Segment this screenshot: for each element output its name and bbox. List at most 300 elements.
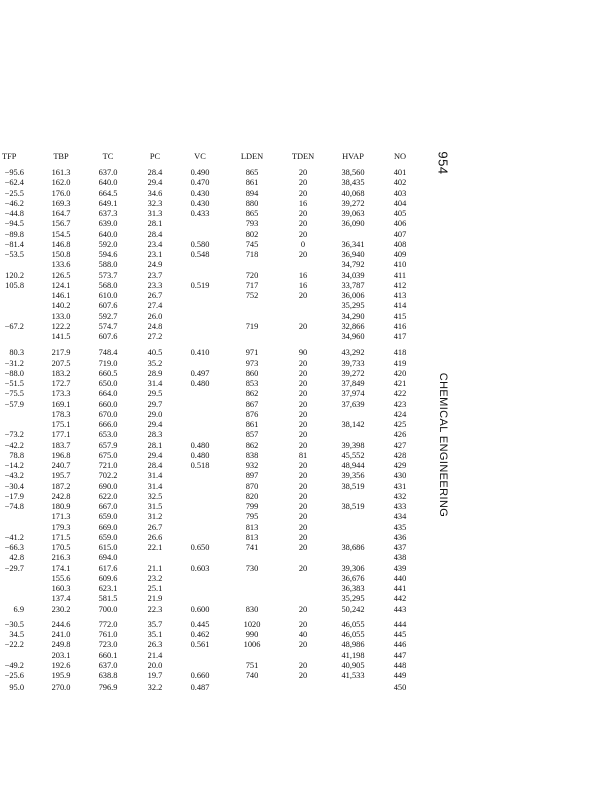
table-cell-tbp: 196.8 <box>51 450 71 460</box>
table-cell-lden: 799 <box>245 502 259 511</box>
table-cell-hvap: 37,974 <box>341 389 365 399</box>
table-cell-tfp: 105.8 <box>5 280 24 290</box>
table-cell-lden: 861 <box>245 420 259 429</box>
table-cell-no: 409 <box>393 250 407 259</box>
table-cell-tc: 637.3 <box>98 209 118 218</box>
table-cell-pc: 26.6 <box>147 532 163 542</box>
table-cell-lden: 865 <box>245 168 259 177</box>
table-cell-tden: 20 <box>298 219 308 229</box>
table-cell-tc: 637.0 <box>98 168 118 177</box>
table-cell-tc: 666.0 <box>98 420 118 429</box>
table-cell-hvap: 34,290 <box>341 311 365 321</box>
table-cell-tbp: 150.8 <box>51 250 71 259</box>
table-cell-vc: 0.603 <box>190 563 210 573</box>
table-cell-tfp: −51.5 <box>4 379 24 388</box>
table-cell-lden: 720 <box>245 270 259 280</box>
table-cell-tc: 574.7 <box>98 321 118 331</box>
table-cell-tfp: 6.9 <box>13 604 24 614</box>
table-cell-tc: 659.0 <box>98 512 118 522</box>
table-cell-tfp: −73.2 <box>4 430 24 440</box>
table-cell-pc: 29.4 <box>147 178 163 188</box>
table-cell-lden: 861 <box>245 178 259 188</box>
table-cell-vc: 0.660 <box>190 671 210 680</box>
table-cell-hvap: 34,792 <box>341 260 365 270</box>
table-cell-hvap: 34,960 <box>341 332 365 341</box>
table-cell-no: 414 <box>393 301 407 311</box>
table-cell-pc: 29.7 <box>147 399 163 409</box>
table-cell-pc: 19.7 <box>147 671 163 680</box>
table-cell-tbp: 244.6 <box>51 619 71 629</box>
table-cell-tbp: 146.8 <box>51 239 71 249</box>
table-cell-tden: 20 <box>298 440 308 450</box>
table-cell-pc: 31.4 <box>147 471 163 481</box>
column-header-lden: LDEN <box>240 152 264 161</box>
table-cell-tbp: 126.5 <box>51 270 71 280</box>
table-cell-vc: 0.519 <box>190 280 210 290</box>
table-cell-vc: 0.548 <box>190 250 210 259</box>
table-cell-tfp: −67.2 <box>4 321 24 331</box>
table-cell-tc: 639.0 <box>98 219 118 229</box>
table-cell-tden: 20 <box>298 368 308 378</box>
table-cell-hvap: 39,398 <box>341 440 365 450</box>
table-cell-tfp: −30.4 <box>4 481 24 491</box>
table-cell-tbp: 161.3 <box>51 168 71 177</box>
table-cell-tbp: 175.1 <box>51 420 71 429</box>
table-cell-lden: 1006 <box>243 640 261 650</box>
table-cell-tc: 660.0 <box>98 399 118 409</box>
table-cell-hvap: 38,142 <box>341 420 365 429</box>
table-cell-tfp: −29.7 <box>4 563 24 573</box>
table-cell-tc: 761.0 <box>98 630 118 639</box>
table-cell-no: 430 <box>393 471 407 481</box>
table-cell-pc: 32.2 <box>147 683 163 693</box>
table-cell-tc: 568.0 <box>98 280 118 290</box>
table-cell-tbp: 270.0 <box>51 683 71 693</box>
table-cell-vc: 0.433 <box>190 209 210 218</box>
table-cell-lden: 813 <box>245 522 259 532</box>
table-cell-no: 402 <box>393 178 407 188</box>
table-cell-lden: 740 <box>245 671 259 680</box>
table-cell-no: 438 <box>393 553 407 563</box>
table-cell-tc: 721.0 <box>98 461 118 470</box>
table-cell-hvap: 35,295 <box>341 301 365 311</box>
table-cell-tden: 20 <box>298 512 308 522</box>
table-cell-tbp: 156.7 <box>51 219 71 229</box>
table-cell-pc: 31.4 <box>147 379 163 388</box>
table-cell-vc: 0.480 <box>190 450 210 460</box>
table-cell-tc: 594.6 <box>98 250 118 259</box>
table-cell-tbp: 249.8 <box>51 640 71 650</box>
column-header-tbp: TBP <box>53 152 69 161</box>
table-cell-no: 425 <box>393 420 407 429</box>
table-cell-vc: 0.600 <box>190 604 210 614</box>
table-cell-tbp: 141.5 <box>51 332 71 341</box>
table-cell-tfp: −94.5 <box>4 219 24 229</box>
table-cell-tc: 657.9 <box>98 440 118 450</box>
table-cell-no: 441 <box>393 584 407 593</box>
table-cell-tc: 748.4 <box>98 348 118 358</box>
table-cell-no: 434 <box>393 512 407 522</box>
table-cell-pc: 35.7 <box>147 619 163 629</box>
table-cell-tbp: 195.9 <box>51 671 71 680</box>
table-cell-tc: 675.0 <box>98 450 118 460</box>
table-cell-tfp: −22.2 <box>4 640 24 650</box>
table-cell-lden: 741 <box>245 543 259 552</box>
table-cell-tfp: 80.3 <box>9 348 24 358</box>
table-cell-tden: 20 <box>298 502 308 511</box>
table-cell-hvap: 38,686 <box>341 543 365 552</box>
table-cell-no: 447 <box>393 650 407 660</box>
table-cell-hvap: 35,295 <box>341 594 365 604</box>
table-cell-lden: 880 <box>245 198 259 208</box>
table-cell-tbp: 172.7 <box>51 379 71 388</box>
table-cell-no: 437 <box>393 543 407 552</box>
table-cell-vc: 0.487 <box>190 683 210 693</box>
table-cell-tc: 694.0 <box>98 553 118 563</box>
table-cell-tbp: 122.2 <box>51 321 71 331</box>
table-cell-pc: 21.9 <box>147 594 163 604</box>
table-cell-no: 417 <box>393 332 407 341</box>
table-cell-tc: 669.0 <box>98 522 118 532</box>
table-cell-lden: 862 <box>245 389 259 399</box>
table-cell-tden: 40 <box>298 630 308 639</box>
table-cell-tbp: 164.7 <box>51 209 71 218</box>
table-cell-lden: 860 <box>245 368 259 378</box>
table-cell-pc: 35.2 <box>147 358 163 368</box>
table-cell-tbp: 183.2 <box>51 368 71 378</box>
table-cell-tbp: 173.3 <box>51 389 71 399</box>
table-cell-pc: 26.7 <box>147 522 163 532</box>
table-cell-tden: 16 <box>298 198 308 208</box>
table-cell-pc: 26.0 <box>147 311 163 321</box>
table-cell-vc: 0.445 <box>190 619 210 629</box>
table-cell-tbp: 180.9 <box>51 502 71 511</box>
table-cell-hvap: 43,292 <box>341 348 365 358</box>
table-cell-no: 406 <box>393 219 407 229</box>
table-cell-tbp: 154.5 <box>51 229 71 239</box>
table-cell-no: 429 <box>393 461 407 470</box>
table-cell-tfp: −66.3 <box>4 543 24 552</box>
table-cell-no: 428 <box>393 450 407 460</box>
table-cell-tfp: −81.4 <box>4 239 24 249</box>
table-cell-tc: 659.0 <box>98 532 118 542</box>
table-cell-pc: 23.3 <box>147 280 163 290</box>
table-cell-lden: 867 <box>245 399 259 409</box>
table-cell-tc: 650.0 <box>98 379 118 388</box>
table-cell-vc: 0.430 <box>190 198 210 208</box>
table-cell-tden: 20 <box>298 532 308 542</box>
table-cell-no: 431 <box>393 481 407 491</box>
table-cell-lden: 973 <box>245 358 259 368</box>
table-cell-hvap: 32,866 <box>341 321 365 331</box>
table-cell-hvap: 48,986 <box>341 640 365 650</box>
table-cell-no: 404 <box>393 198 407 208</box>
table-cell-vc: 0.410 <box>190 348 210 358</box>
table-cell-tc: 592.7 <box>98 311 118 321</box>
table-cell-tbp: 183.7 <box>51 440 71 450</box>
table-cell-no: 401 <box>393 168 407 177</box>
table-cell-no: 427 <box>393 440 407 450</box>
table-cell-hvap: 38,560 <box>341 168 365 177</box>
table-cell-tfp: −53.5 <box>4 250 24 259</box>
table-cell-tbp: 174.1 <box>51 563 71 573</box>
column-header-tfp: TFP <box>2 152 17 161</box>
table-cell-lden: 730 <box>245 563 259 573</box>
table-cell-lden: 894 <box>245 188 259 198</box>
table-cell-lden: 876 <box>245 409 259 419</box>
table-cell-tbp: 240.7 <box>51 461 71 470</box>
table-cell-no: 421 <box>393 379 407 388</box>
table-cell-no: 423 <box>393 399 407 409</box>
table-cell-pc: 26.3 <box>147 640 163 650</box>
table-cell-pc: 40.5 <box>147 348 163 358</box>
table-cell-vc: 0.470 <box>190 178 210 188</box>
table-cell-tc: 617.6 <box>98 563 118 573</box>
table-cell-no: 448 <box>393 660 407 670</box>
table-cell-hvap: 37,849 <box>341 379 365 388</box>
table-cell-hvap: 34,039 <box>341 270 365 280</box>
table-cell-tfp: −57.9 <box>4 399 24 409</box>
table-cell-tc: 581.5 <box>98 594 118 604</box>
table-cell-no: 436 <box>393 532 407 542</box>
table-cell-hvap: 38,435 <box>341 178 365 188</box>
table-cell-pc: 31.3 <box>147 209 163 218</box>
running-head: CHEMICAL ENGINEERING <box>437 372 449 518</box>
table-cell-tden: 0 <box>300 239 306 249</box>
table-cell-hvap: 39,306 <box>341 563 365 573</box>
table-cell-tbp: 177.1 <box>51 430 71 440</box>
table-cell-pc: 22.1 <box>147 543 163 552</box>
table-cell-vc: 0.650 <box>190 543 210 552</box>
table-cell-tfp: 120.2 <box>5 270 24 280</box>
table-cell-pc: 31.5 <box>147 502 163 511</box>
table-cell-tfp: 95.0 <box>9 683 24 693</box>
table-cell-lden: 752 <box>245 291 259 300</box>
table-cell-tden: 20 <box>298 471 308 481</box>
table-cell-tc: 638.8 <box>98 671 118 680</box>
table-cell-no: 410 <box>393 260 407 270</box>
table-cell-no: 413 <box>393 291 407 300</box>
table-cell-hvap: 40,905 <box>341 660 365 670</box>
table-cell-pc: 34.6 <box>147 188 163 198</box>
table-cell-lden: 865 <box>245 209 259 218</box>
table-cell-tden: 20 <box>298 660 308 670</box>
table-cell-tden: 20 <box>298 543 308 552</box>
table-cell-pc: 28.4 <box>147 168 163 177</box>
table-cell-tden: 20 <box>298 291 308 300</box>
table-cell-tfp: −88.0 <box>4 368 24 378</box>
table-cell-tbp: 170.5 <box>51 543 71 552</box>
table-cell-no: 407 <box>393 229 407 239</box>
table-cell-tbp: 162.0 <box>51 178 71 188</box>
table-cell-pc: 27.2 <box>147 332 163 341</box>
table-cell-tden: 20 <box>298 379 308 388</box>
table-cell-no: 449 <box>393 671 407 680</box>
table-cell-hvap: 46,055 <box>341 630 365 639</box>
table-cell-no: 403 <box>393 188 407 198</box>
table-cell-no: 411 <box>393 270 407 280</box>
table-cell-tden: 20 <box>298 522 308 532</box>
table-cell-tc: 670.0 <box>98 409 118 419</box>
table-cell-tden: 20 <box>298 640 308 650</box>
table-cell-tbp: 203.1 <box>51 650 71 660</box>
table-cell-hvap: 40,068 <box>341 188 365 198</box>
table-cell-tden: 20 <box>298 209 308 218</box>
table-cell-no: 426 <box>393 430 407 440</box>
table-cell-tden: 20 <box>298 409 308 419</box>
table-cell-tbp: 195.7 <box>51 471 71 481</box>
table-cell-tden: 20 <box>298 619 308 629</box>
table-cell-tden: 90 <box>298 348 308 358</box>
table-cell-tc: 607.6 <box>98 332 118 341</box>
table-cell-pc: 29.0 <box>147 409 163 419</box>
table-cell-lden: 853 <box>245 379 259 388</box>
table-cell-tc: 592.0 <box>98 239 118 249</box>
table-cell-no: 440 <box>393 573 407 583</box>
table-cell-no: 424 <box>393 409 407 419</box>
table-cell-tbp: 137.4 <box>51 594 71 604</box>
table-cell-lden: 857 <box>245 430 259 440</box>
table-cell-tbp: 179.3 <box>51 522 71 532</box>
table-cell-tden: 20 <box>298 671 308 680</box>
table-cell-pc: 32.5 <box>147 491 163 501</box>
table-cell-pc: 29.5 <box>147 389 163 399</box>
table-cell-tc: 664.5 <box>98 188 118 198</box>
column-header-tden: TDEN <box>291 152 315 161</box>
table-cell-tfp: −25.6 <box>4 671 24 680</box>
table-cell-pc: 26.7 <box>147 291 163 300</box>
table-cell-lden: 990 <box>245 630 259 639</box>
table-cell-tfp: −41.2 <box>4 532 24 542</box>
table-cell-tden: 20 <box>298 420 308 429</box>
table-cell-tden: 20 <box>298 250 308 259</box>
table-cell-no: 405 <box>393 209 407 218</box>
table-cell-tc: 607.6 <box>98 301 118 311</box>
table-cell-tc: 615.0 <box>98 543 118 552</box>
table-cell-pc: 21.4 <box>147 650 163 660</box>
table-cell-tbp: 242.8 <box>51 491 71 501</box>
table-cell-pc: 28.4 <box>147 229 163 239</box>
table-cell-tc: 573.7 <box>98 270 118 280</box>
table-cell-tc: 623.1 <box>98 584 118 593</box>
table-cell-tc: 690.0 <box>98 481 118 491</box>
table-cell-hvap: 50,242 <box>341 604 365 614</box>
table-cell-tfp: −44.8 <box>4 209 24 218</box>
table-cell-tbp: 216.3 <box>51 553 71 563</box>
table-cell-hvap: 39,272 <box>341 198 365 208</box>
table-cell-hvap: 36,341 <box>341 239 365 249</box>
table-cell-no: 415 <box>393 311 407 321</box>
column-header-no: NO <box>393 152 407 161</box>
table-cell-tfp: −42.2 <box>4 440 24 450</box>
table-cell-hvap: 33,787 <box>341 280 365 290</box>
table-cell-tden: 20 <box>298 563 308 573</box>
table-cell-tbp: 155.6 <box>51 573 71 583</box>
table-cell-tden: 16 <box>298 280 308 290</box>
table-cell-tc: 640.0 <box>98 178 118 188</box>
table-cell-tbp: 207.5 <box>51 358 71 368</box>
table-cell-hvap: 45,552 <box>341 450 365 460</box>
table-cell-tbp: 178.3 <box>51 409 71 419</box>
table-cell-tfp: −62.4 <box>4 178 24 188</box>
table-cell-tc: 664.0 <box>98 389 118 399</box>
table-cell-vc: 0.490 <box>190 168 210 177</box>
table-cell-vc: 0.518 <box>190 461 210 470</box>
table-cell-pc: 27.4 <box>147 301 163 311</box>
table-cell-lden: 862 <box>245 440 259 450</box>
table-cell-lden: 1020 <box>243 619 261 629</box>
table-cell-tfp: −43.2 <box>4 471 24 481</box>
table-cell-tbp: 230.2 <box>51 604 71 614</box>
table-cell-tc: 588.0 <box>98 260 118 270</box>
table-cell-pc: 32.3 <box>147 198 163 208</box>
table-cell-vc: 0.561 <box>190 640 210 650</box>
table-cell-lden: 718 <box>245 250 259 259</box>
table-cell-tbp: 176.0 <box>51 188 71 198</box>
table-cell-pc: 22.3 <box>147 604 163 614</box>
table-cell-no: 422 <box>393 389 407 399</box>
table-cell-pc: 29.4 <box>147 420 163 429</box>
table-cell-tden: 81 <box>298 450 308 460</box>
table-cell-tc: 640.0 <box>98 229 118 239</box>
table-cell-tc: 622.0 <box>98 491 118 501</box>
table-cell-tc: 653.0 <box>98 430 118 440</box>
table-cell-hvap: 39,356 <box>341 471 365 481</box>
table-cell-hvap: 41,533 <box>341 671 365 680</box>
table-cell-tfp: −17.9 <box>4 491 24 501</box>
table-cell-hvap: 38,519 <box>341 481 365 491</box>
table-cell-hvap: 36,090 <box>341 219 365 229</box>
table-cell-tbp: 124.1 <box>51 280 71 290</box>
table-cell-lden: 838 <box>245 450 259 460</box>
table-cell-vc: 0.480 <box>190 379 210 388</box>
table-cell-tbp: 171.5 <box>51 532 71 542</box>
table-cell-tfp: −25.5 <box>4 188 24 198</box>
table-cell-lden: 820 <box>245 491 259 501</box>
table-cell-tfp: −49.2 <box>4 660 24 670</box>
table-cell-pc: 28.4 <box>147 461 163 470</box>
table-cell-tden: 20 <box>298 358 308 368</box>
table-cell-no: 416 <box>393 321 407 331</box>
table-cell-tc: 660.5 <box>98 368 118 378</box>
table-cell-tden: 20 <box>298 178 308 188</box>
table-cell-pc: 31.2 <box>147 512 163 522</box>
table-cell-tden: 20 <box>298 399 308 409</box>
table-cell-no: 412 <box>393 280 407 290</box>
table-cell-pc: 28.3 <box>147 430 163 440</box>
table-cell-hvap: 46,055 <box>341 619 365 629</box>
table-cell-no: 418 <box>393 348 407 358</box>
table-cell-lden: 870 <box>245 481 259 491</box>
table-cell-tbp: 169.3 <box>51 198 71 208</box>
table-cell-pc: 23.2 <box>147 573 163 583</box>
column-header-vc: VC <box>194 152 206 161</box>
table-cell-tc: 667.0 <box>98 502 118 511</box>
table-cell-pc: 24.9 <box>147 260 163 270</box>
table-cell-lden: 717 <box>245 280 259 290</box>
column-header-tc: TC <box>102 152 114 161</box>
table-cell-lden: 971 <box>245 348 259 358</box>
table-cell-tbp: 187.2 <box>51 481 71 491</box>
table-cell-vc: 0.497 <box>190 368 210 378</box>
table-cell-lden: 793 <box>245 219 259 229</box>
table-cell-pc: 29.4 <box>147 450 163 460</box>
table-cell-pc: 31.4 <box>147 481 163 491</box>
table-cell-tden: 20 <box>298 481 308 491</box>
table-cell-tc: 609.6 <box>98 573 118 583</box>
table-cell-no: 433 <box>393 502 407 511</box>
table-cell-tc: 772.0 <box>98 619 118 629</box>
